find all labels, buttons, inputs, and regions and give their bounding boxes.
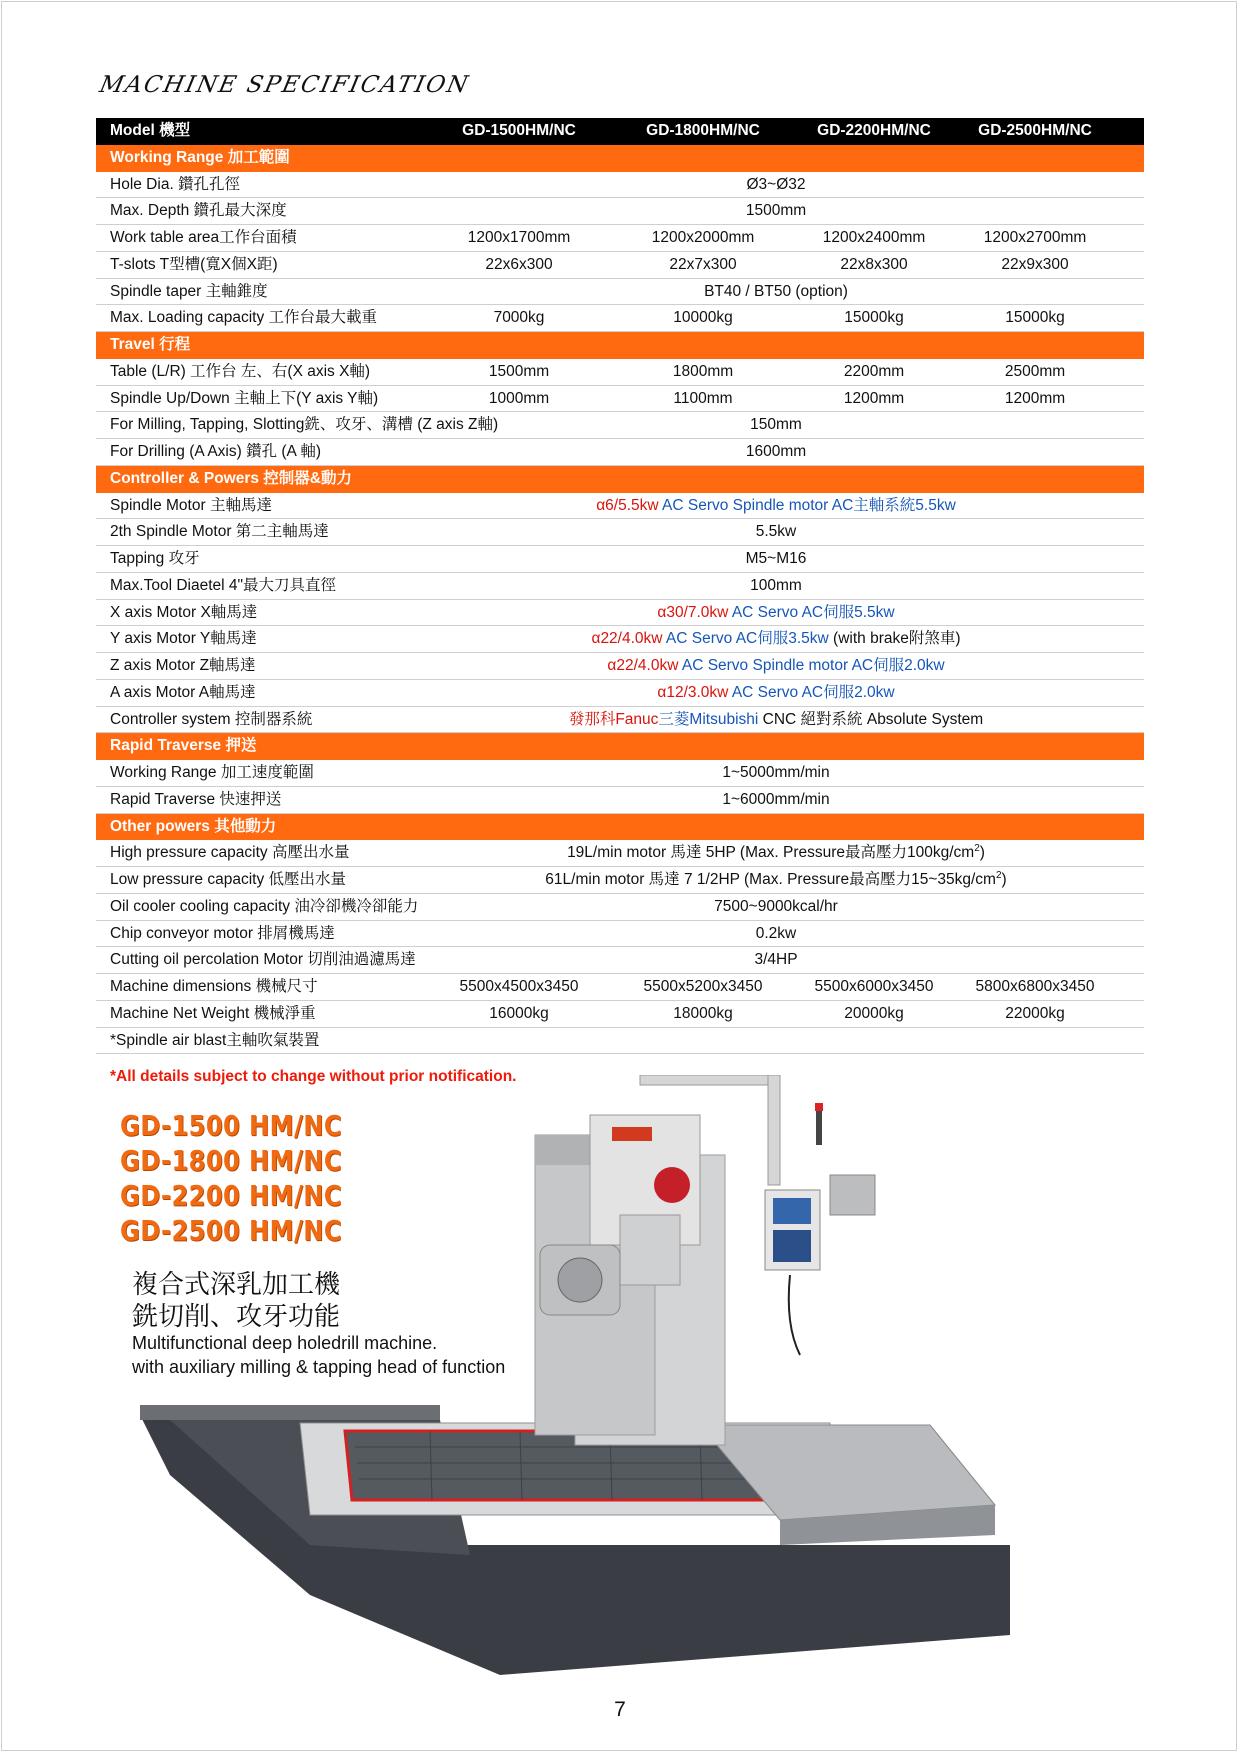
- section-label: Controller & Powers 控制器&動力: [110, 469, 352, 487]
- cell: 5500x6000x3450: [814, 978, 934, 995]
- value-red: 發那科Fanuc: [568, 710, 659, 728]
- row-value: Ø3~Ø32: [746, 175, 806, 193]
- description-cn-line2: 銑切削、攻牙功能: [132, 1301, 341, 1331]
- table-row: [96, 1001, 1144, 1028]
- row-value: [607, 653, 944, 679]
- value-dark: (with brake附煞車): [828, 630, 961, 648]
- table-row: [96, 947, 1144, 974]
- cell: 15000kg: [1005, 309, 1065, 327]
- row-label: Spindle taper 主軸錐度: [110, 282, 268, 300]
- row-label: Cutting oil percolation Motor 切削油過濾馬達: [110, 951, 416, 969]
- section-label: Rapid Traverse 押送: [110, 737, 257, 755]
- value-tail: ): [979, 844, 985, 862]
- cell: 5800x6800x3450: [975, 978, 1095, 995]
- row-value: [569, 707, 983, 733]
- table-row: [96, 626, 1144, 653]
- cell: 22x7x300: [669, 255, 737, 273]
- section-rapid: [96, 733, 1144, 760]
- table-row: [96, 252, 1144, 279]
- row-label: For Drilling (A Axis) 鑽孔 (A 軸): [110, 443, 321, 460]
- value-text: 19L/min motor 馬達 5HP (Max. Pressure最高壓力100kg/cm: [567, 844, 975, 862]
- cell: 1000mm: [488, 389, 550, 407]
- row-value: 5.5kw: [755, 523, 797, 541]
- row-value: 150mm: [750, 416, 802, 434]
- value-blue: AC Servo Spindle motor AC伺服2.0kw: [678, 657, 945, 674]
- row-label: Max. Loading capacity 工作台最大載重: [110, 309, 378, 327]
- table-row: [96, 305, 1144, 332]
- cell: 22x8x300: [840, 255, 908, 273]
- description-en-line1: Multifunctional deep holedrill machine.: [132, 1333, 438, 1353]
- value-red: α6/5.5kw: [596, 496, 659, 514]
- table-row: [96, 359, 1144, 386]
- row-label: Working Range 加工速度範圍: [110, 764, 314, 781]
- table-row: [96, 225, 1144, 252]
- row-value: 7500~9000kcal/hr: [714, 897, 838, 915]
- row-label: X axis Motor X軸馬達: [110, 603, 258, 621]
- row-label: Table (L/R) 工作台 左、右(X axis X軸): [110, 362, 371, 380]
- row-label: Y axis Motor Y軸馬達: [110, 630, 257, 648]
- section-other: [96, 814, 1144, 841]
- row-label: Hole Dia. 鑽孔孔徑: [110, 175, 241, 193]
- row-value: 100mm: [750, 576, 802, 594]
- row-label: *Spindle air blast主軸吹氣裝置: [110, 1031, 320, 1049]
- cell: 2200mm: [843, 362, 905, 380]
- row-label: High pressure capacity 高壓出水量: [110, 844, 350, 862]
- model-name: GD-1800 HM/NC: [120, 1144, 342, 1177]
- table-row: [96, 386, 1144, 413]
- row-value: [657, 680, 894, 706]
- model-name: GD-2500 HM/NC: [120, 1214, 342, 1247]
- row-value: 1~6000mm/min: [722, 790, 830, 808]
- row-label: 2th Spindle Motor 第二主軸馬達: [110, 523, 329, 541]
- row-label: Rapid Traverse 快速押送: [110, 790, 282, 808]
- table-row: [96, 921, 1144, 948]
- section-label: Other powers 其他動力: [110, 817, 277, 835]
- row-label: Chip conveyor motor 排屑機馬達: [110, 924, 335, 942]
- row-value: [596, 493, 956, 519]
- cell: 1500mm: [488, 362, 550, 380]
- row-label: Work table area工作台面積: [110, 229, 297, 246]
- table-row: [96, 493, 1144, 520]
- value-text: 61L/min motor 馬達 7 1/2HP (Max. Pressure最高壓力15~35kg/cm: [545, 871, 996, 888]
- value-sup: 2: [974, 843, 980, 855]
- table-row: [96, 1028, 1144, 1055]
- row-value: 1~5000mm/min: [722, 764, 830, 781]
- table-row: [96, 974, 1144, 1001]
- value-red: α22/4.0kw: [607, 657, 679, 674]
- row-value: 1600mm: [745, 443, 807, 460]
- table-row: [96, 600, 1144, 627]
- table-row: [96, 279, 1144, 306]
- header-col: GD-1800HM/NC: [646, 122, 760, 139]
- cell: 22000kg: [1005, 1004, 1065, 1022]
- cell: 1200x2000mm: [651, 229, 755, 246]
- value-tail: ): [1001, 871, 1007, 888]
- table-row: [96, 519, 1144, 546]
- cell: 5500x4500x3450: [459, 978, 579, 995]
- table-row: [96, 412, 1144, 439]
- value-dark: CNC 絕對系統 Absolute System: [758, 710, 984, 728]
- section-travel: [96, 332, 1144, 359]
- cell: 2500mm: [1004, 362, 1066, 380]
- row-label: T-slots T型槽(寬X個X距): [110, 255, 278, 273]
- description-en-line2: with auxiliary milling & tapping head of function: [132, 1357, 506, 1377]
- row-value: M5~M16: [745, 550, 807, 567]
- table-row: [96, 546, 1144, 573]
- model-name: GD-2200 HM/NC: [120, 1179, 342, 1212]
- description-cn-line1: 複合式深乳加工機: [132, 1269, 341, 1299]
- table-row: [96, 573, 1144, 600]
- row-value: [657, 600, 894, 626]
- table-row: [96, 867, 1144, 894]
- table-row: [96, 707, 1144, 734]
- row-value: [591, 626, 960, 652]
- row-label: Max. Depth 鑽孔最大深度: [110, 202, 287, 220]
- row-label: Low pressure capacity 低壓出水量: [110, 871, 347, 888]
- cell: 20000kg: [844, 1004, 904, 1022]
- cell: 1200x2400mm: [822, 229, 926, 246]
- row-value: [567, 840, 985, 866]
- cell: 1200mm: [843, 389, 905, 407]
- table-row: [96, 198, 1144, 225]
- row-value: 1500mm: [745, 202, 807, 220]
- row-value: [545, 867, 1006, 893]
- cell: 1200mm: [1004, 389, 1066, 407]
- model-name: GD-1500 HM/NC: [120, 1109, 342, 1142]
- row-label: A axis Motor A軸馬達: [110, 683, 256, 701]
- row-label: Max.Tool Diaetel 4"最大刀具直徑: [110, 576, 337, 594]
- cell: 5500x5200x3450: [643, 978, 763, 995]
- header-col: GD-2200HM/NC: [817, 122, 931, 139]
- section-label: Travel 行程: [110, 336, 191, 353]
- value-blue: AC Servo Spindle motor AC主軸系統5.5kw: [658, 496, 956, 514]
- table-row: [96, 680, 1144, 707]
- cell: 1100mm: [673, 389, 733, 407]
- row-label: Oil cooler cooling capacity 油冷卻機冷卻能力: [110, 897, 419, 915]
- cell: 16000kg: [489, 1004, 549, 1022]
- row-label: Controller system 控制器系統: [110, 710, 313, 728]
- table-row: [96, 840, 1144, 867]
- change-notice: *All details subject to change without prior notification.: [110, 1068, 517, 1085]
- cell: 22x9x300: [1001, 255, 1069, 273]
- table-row: [96, 439, 1144, 466]
- row-label: Z axis Motor Z軸馬達: [110, 657, 256, 674]
- spec-table: [96, 118, 1144, 1054]
- table-row: [96, 760, 1144, 787]
- header-label: Model 機型: [110, 122, 191, 139]
- cell: 1200x2700mm: [983, 229, 1087, 246]
- model-list: [120, 1108, 378, 1248]
- cell: 10000kg: [673, 309, 733, 327]
- cell: 1800mm: [672, 362, 734, 380]
- row-value: 3/4HP: [754, 951, 798, 969]
- page-number: 7: [614, 1698, 626, 1721]
- row-value: BT40 / BT50 (option): [704, 282, 848, 300]
- header-col: GD-2500HM/NC: [978, 122, 1092, 139]
- table-row: [96, 653, 1144, 680]
- row-label: Machine dimensions 機械尺寸: [110, 978, 318, 995]
- row-label: Tapping 攻牙: [110, 550, 200, 567]
- page-title: MACHINE SPECIFICATION: [97, 72, 472, 98]
- table-row: [96, 894, 1144, 921]
- cell: 15000kg: [844, 309, 904, 327]
- value-blue: 三菱Mitsubishi: [658, 710, 759, 728]
- value-blue: AC Servo AC伺服2.0kw: [728, 683, 895, 701]
- row-label: Spindle Up/Down 主軸上下(Y axis Y軸): [110, 389, 379, 407]
- value-sup: 2: [995, 869, 1002, 881]
- value-red: α12/3.0kw: [657, 683, 729, 701]
- section-label: Working Range 加工範圍: [110, 148, 290, 166]
- header-col: GD-1500HM/NC: [462, 122, 576, 139]
- cell: 7000kg: [493, 309, 545, 327]
- cell: 18000kg: [673, 1004, 733, 1022]
- value-blue: AC Servo AC伺服3.5kw: [662, 630, 829, 648]
- row-label: For Milling, Tapping, Slotting銑、攻牙、溝槽 (Z axis Z軸): [110, 416, 499, 434]
- row-label: Machine Net Weight 機械淨重: [110, 1004, 316, 1022]
- value-blue: AC Servo AC伺服5.5kw: [728, 603, 895, 621]
- section-working-range: [96, 145, 1144, 172]
- row-label: Spindle Motor 主軸馬達: [110, 496, 272, 514]
- cell: 22x6x300: [485, 255, 553, 273]
- cell: 1200x1700mm: [467, 229, 571, 246]
- table-row: [96, 172, 1144, 199]
- value-red: α22/4.0kw: [591, 630, 663, 648]
- table-header: [96, 118, 1144, 145]
- table-row: [96, 787, 1144, 814]
- value-red: α30/7.0kw: [657, 603, 729, 621]
- section-controller: [96, 466, 1144, 493]
- row-value: 0.2kw: [755, 924, 797, 942]
